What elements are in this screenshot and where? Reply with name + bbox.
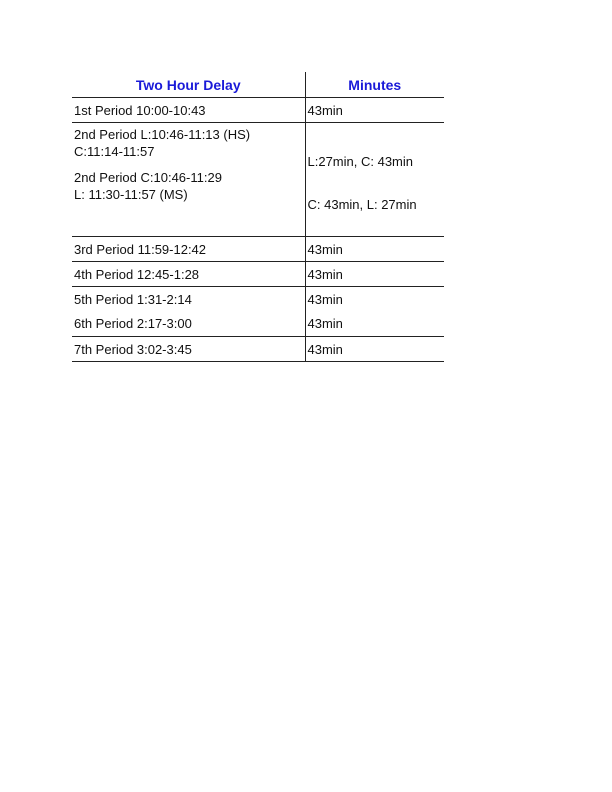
period-cell <box>72 123 305 237</box>
minutes-cell: 43min <box>305 337 444 362</box>
period-line: L: 11:30-11:57 (MS) <box>74 187 188 202</box>
minutes-cell: 43min <box>305 98 444 123</box>
period-cell: 7th Period 3:02-3:45 <box>72 337 305 362</box>
minutes-line: 43min <box>307 291 343 307</box>
header-minutes: Minutes <box>305 72 444 98</box>
table-header-row <box>72 72 444 98</box>
minutes-cell <box>305 123 444 237</box>
period-line: 6th Period 2:17-3:00 <box>74 315 192 331</box>
minutes-cell: 43min <box>305 237 444 262</box>
period-line: 2nd Period L:10:46-11:13 (HS) <box>74 127 251 142</box>
minutes-line: 43min <box>307 315 343 331</box>
minutes-cell: 43min <box>305 262 444 287</box>
period-cell <box>72 287 305 337</box>
period-line: C:11:14-11:57 <box>74 144 155 159</box>
period-line: 5th Period 1:31-2:14 <box>74 291 192 307</box>
table-row <box>72 123 444 237</box>
minutes-cell <box>305 287 444 337</box>
minutes-line: L:27min, C: 43min <box>307 154 413 169</box>
table-row <box>72 98 444 123</box>
table-row <box>72 337 444 362</box>
period-cell: 3rd Period 11:59-12:42 <box>72 237 305 262</box>
table-row <box>72 237 444 262</box>
table-row <box>72 287 444 337</box>
two-hour-delay-table <box>72 72 444 362</box>
period-cell: 1st Period 10:00-10:43 <box>72 98 305 123</box>
period-cell: 4th Period 12:45-1:28 <box>72 262 305 287</box>
schedule-document <box>72 72 444 362</box>
minutes-line: C: 43min, L: 27min <box>307 197 417 212</box>
header-two-hour-delay: Two Hour Delay <box>72 72 305 98</box>
period-line: 2nd Period C:10:46-11:29 <box>74 170 222 185</box>
table-row <box>72 262 444 287</box>
